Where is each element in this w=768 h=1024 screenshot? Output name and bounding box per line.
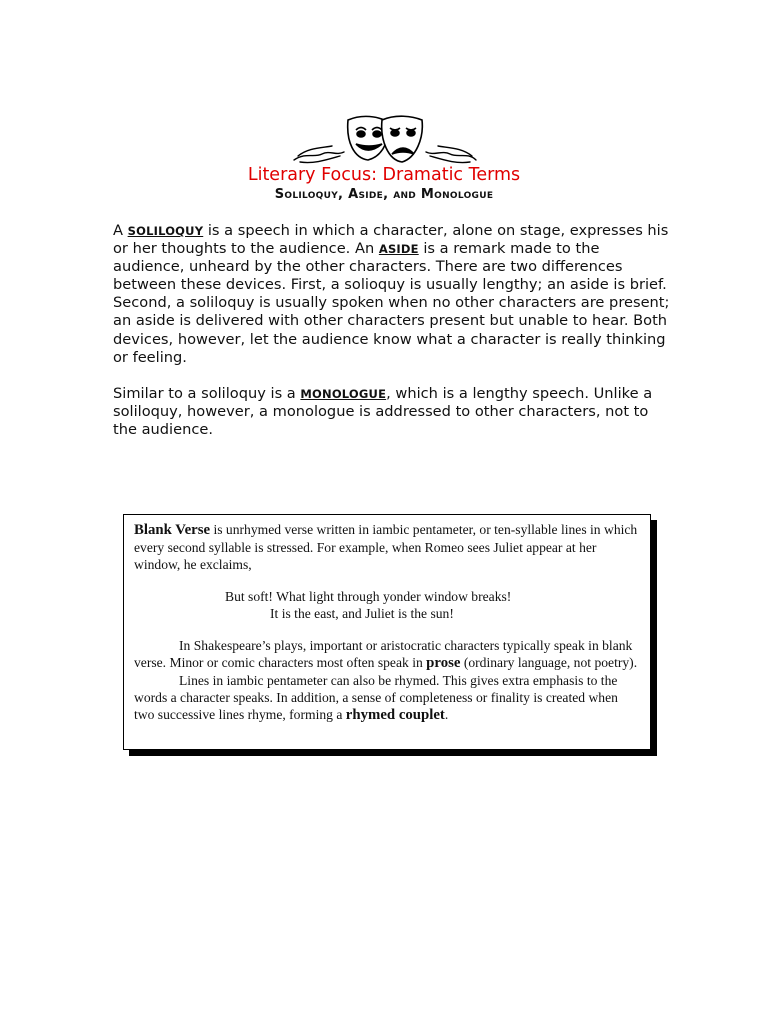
comedy-tragedy-masks-icon bbox=[292, 112, 478, 166]
term-rhymed-couplet: rhymed couplet bbox=[345, 707, 445, 723]
text-run: is a speech in which a character, alone on stage, expresses his or her thoughts to the audience. An bbox=[113, 222, 669, 258]
prose-paragraph bbox=[134, 637, 640, 672]
term-blank-verse: Blank Verse bbox=[134, 522, 211, 538]
text-run: Lines in iambic pentameter can also be rhymed. This gives extra emphasis to the words a character speaks. In addition, a sense of completeness or finality is created when two successive lines rhyme, forming a bbox=[134, 673, 618, 722]
page-title: Literary Focus: Dramatic Terms bbox=[247, 165, 521, 185]
page-subtitle: Soliloquy, Aside, and Monologue bbox=[274, 187, 494, 202]
text-run: In Shakespeare’s plays, important or aristocratic characters typically speak in blank verse. Minor or comic characters most often speak in bbox=[134, 638, 633, 670]
term-soliloquy: SOLILOQUY bbox=[127, 224, 204, 238]
blank-verse-box bbox=[123, 514, 651, 750]
text-run: A bbox=[113, 222, 128, 239]
rhymed-couplet-paragraph bbox=[134, 672, 640, 724]
term-aside: ASIDE bbox=[378, 242, 419, 257]
soliloquy-aside-paragraph bbox=[113, 222, 673, 367]
blank-verse-definition bbox=[134, 521, 640, 573]
text-run: is a remark made to the audience, unheard by the other characters. There are two differences between these devices. First, a solioquy is usually lengthy; an aside is brief. Second, a soliloquy is usually spoken when no other characters are present; an aside is delivered with other characters present but unable to hear. Both devices, however, let the audience know what a character is really thinking or feeling. bbox=[113, 240, 670, 366]
verse-line-2: It is the east, and Juliet is the sun! bbox=[270, 606, 454, 621]
text-run: Similar to a soliloquy is a bbox=[113, 385, 301, 402]
text-run: is unrhymed verse written in iambic pentameter, or ten-syllable lines in which every second syllable is stressed. For example, when Romeo sees Juliet appear at her window, he exclaims, bbox=[134, 522, 638, 572]
term-prose: prose bbox=[426, 655, 461, 671]
text-run: . bbox=[444, 707, 449, 722]
text-run: , which is a lengthy speech. Unlike a soliloquy, however, a monologue is addressed to other characters, not to the audience. bbox=[113, 385, 653, 439]
text-run: (ordinary language, not poetry). bbox=[460, 655, 638, 670]
term-monologue: MONOLOGUE bbox=[300, 387, 387, 401]
verse-line-1: But soft! What light through yonder window breaks! bbox=[225, 589, 512, 604]
monologue-paragraph bbox=[113, 385, 673, 439]
